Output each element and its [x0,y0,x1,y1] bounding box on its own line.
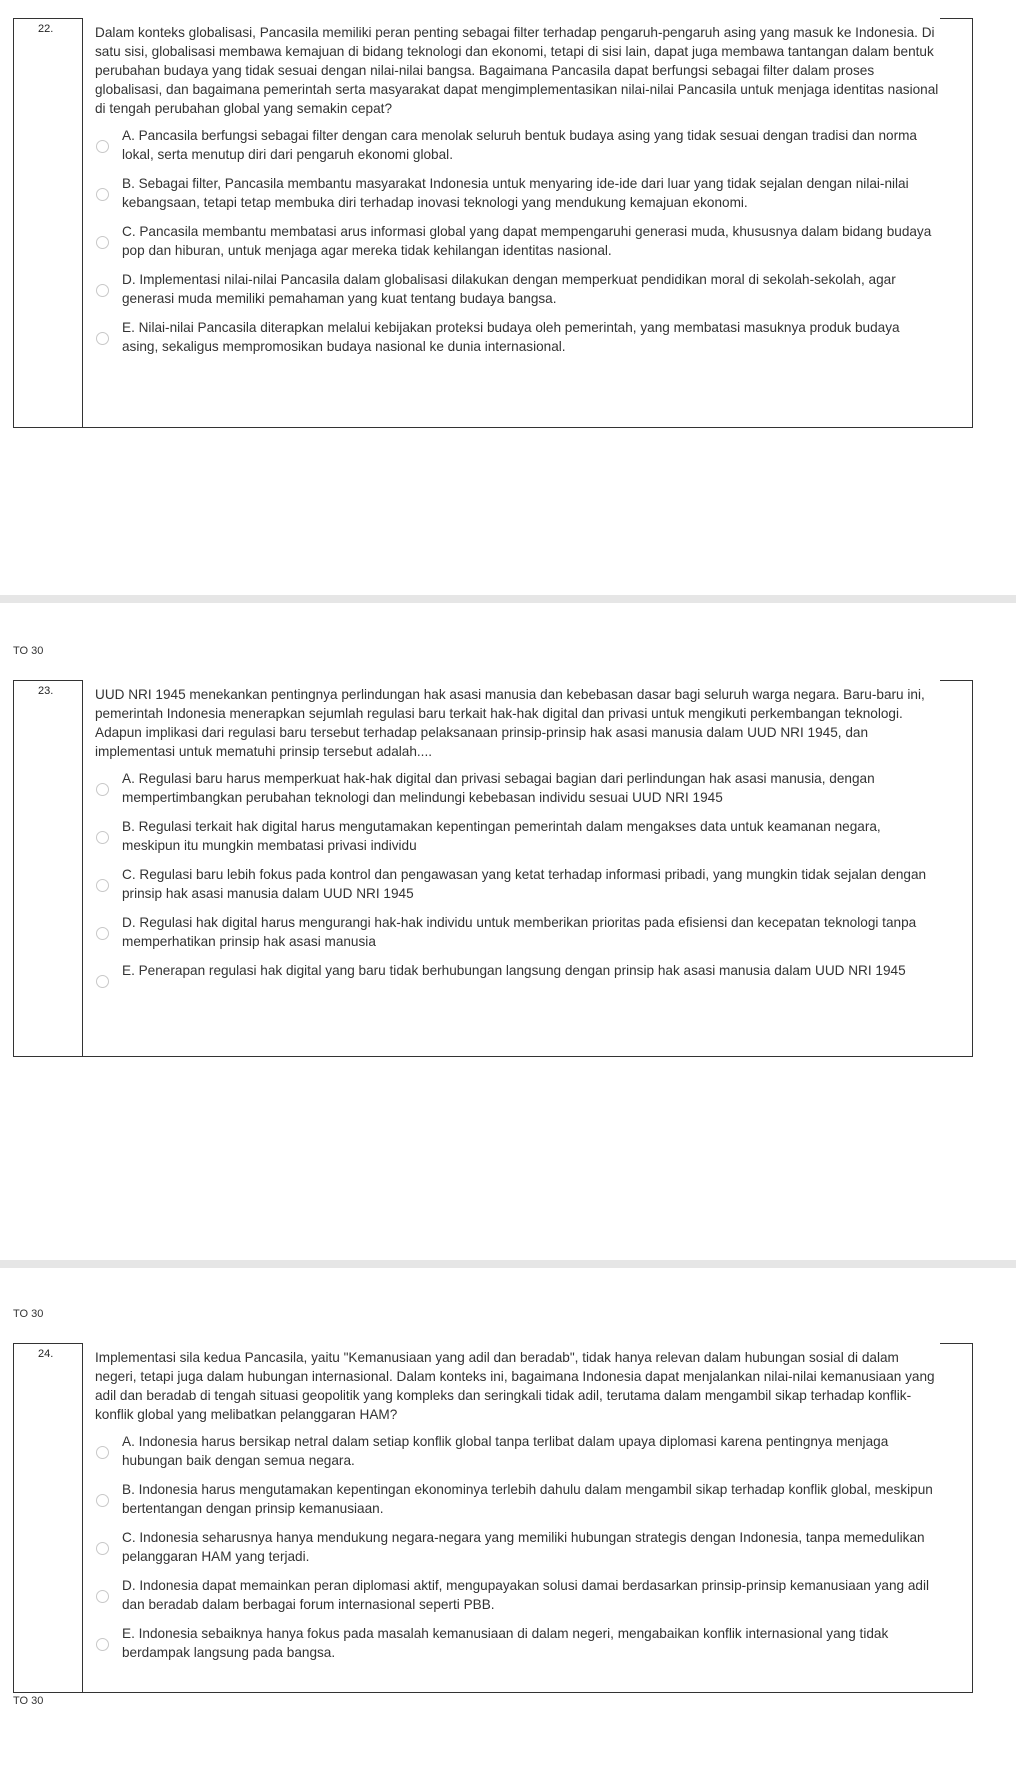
option-label: A. Regulasi baru harus memperkuat hak-hak digital dan privasi sebagai bagian dari perlindungan hak asasi manusia, dengan mempertimbangkan perubahan teknologi dan melindungi kebebasan individu sesuai UUD NRI 1945 [122,771,875,805]
option-d[interactable] [95,913,939,951]
question-text: UUD NRI 1945 menekankan pentingnya perlindungan hak asasi manusia dan kebebasan dasar bagi seluruh warga negara. Baru-baru ini, pemerintah Indonesia menerapkan sejumlah regulasi baru terkait hak-hak digital dan privasi untuk mengikuti perkembangan teknologi. Adapun implikasi dari regulasi baru tersebut terhadap pelaksanaan prinsip-prinsip hak asasi manusia dalam UUD NRI 1945, dan implementasi untuk mematuhi prinsip tersebut adalah.... [95,687,925,759]
option-c[interactable] [95,222,939,260]
option-label: E. Penerapan regulasi hak digital yang baru tidak berhubungan langsung dengan prinsip hak asasi manusia dalam UUD NRI 1945 [122,963,906,978]
radio-button[interactable] [96,1590,109,1603]
option-label: D. Indonesia dapat memainkan peran diplomasi aktif, mengupayakan solusi damai berdasarkan prinsip-prinsip kemanusiaan yang adil dan beradab dalam berbagai forum internasional seperti PBB. [122,1578,930,1612]
page-separator [0,1260,1016,1268]
option-label: C. Pancasila membantu membatasi arus informasi global yang dapat mempengaruhi generasi muda, khususnya dalam bidang budaya pop dan hiburan, untuk menjaga agar mereka tidak kehilangan identitas nasional. [122,224,932,258]
question-number: 22. [38,23,54,35]
question-23-box [13,680,973,1057]
option-label: C. Indonesia seharusnya hanya mendukung negara-negara yang memiliki hubungan strategis dengan Indonesia, tanpa memedulikan pelanggaran HAM yang terjadi. [122,1530,925,1564]
question-text: Implementasi sila kedua Pancasila, yaitu "Kemanusiaan yang adil dan beradab", tidak hanya relevan dalam hubungan sosial di dalam negeri, tetapi juga dalam hubungan internasional. Dalam konteks ini, bagaimana Indonesia dapat menjalankan nilai-nilai kemanusiaan yang adil dan beradab di tengah situasi geopolitik yang kompleks dan seringkali tidak adil, terutama dalam mengambil sikap terhadap konflik-konflik global yang melibatkan pelanggaran HAM? [95,1350,935,1422]
radio-button[interactable] [96,1494,109,1507]
option-label: B. Indonesia harus mengutamakan kepentingan ekonominya terlebih dahulu dalam mengambil sikap terhadap konflik global, meskipun bertentangan dengan prinsip kemanusiaan. [122,1482,933,1516]
question-number-column [14,1343,83,1692]
question-number-column [14,18,83,427]
option-label: A. Pancasila berfungsi sebagai filter dengan cara menolak seluruh bentuk budaya asing yang tidak sesuai dengan tradisi dan norma lokal, serta menutup diri dari pengaruh ekonomi global. [122,128,917,162]
radio-button[interactable] [96,284,109,297]
option-e[interactable] [95,1624,939,1662]
option-b[interactable] [95,1480,939,1518]
question-number: 23. [38,685,54,697]
option-label: B. Regulasi terkait hak digital harus mengutamakan kepentingan pemerintah dalam mengakses data untuk keamanan negara, meskipun itu mungkin membatasi privasi individu [122,819,881,853]
radio-button[interactable] [96,783,109,796]
radio-button[interactable] [96,1542,109,1555]
option-label: E. Nilai-nilai Pancasila diterapkan melalui kebijakan proteksi budaya oleh pemerintah, yang membatasi masuknya produk budaya asing, sekaligus mempromosikan budaya nasional ke dunia internasional. [122,320,900,354]
option-a[interactable] [95,1432,939,1470]
question-text: Dalam konteks globalisasi, Pancasila memiliki peran penting sebagai filter terhadap pengaruh-pengaruh asing yang masuk ke Indonesia. Di satu sisi, globalisasi membawa kemajuan di bidang teknologi dan ekonomi, tetapi di sisi lain, dapat juga membawa tantangan dalam bentuk perubahan budaya yang tidak sesuai dengan nilai-nilai bangsa. Bagaimana Pancasila dapat berfungsi sebagai filter dalam proses globalisasi, dan bagaimana pemerintah serta masyarakat dapat mengimplementasikan nilai-nilai Pancasila untuk menjaga identitas nasional di tengah perubahan global yang semakin cepat? [95,25,939,116]
option-label: A. Indonesia harus bersikap netral dalam setiap konflik global tanpa terlibat dalam upaya diplomasi karena pentingnya menjaga hubungan baik dengan semua negara. [122,1434,889,1468]
radio-button[interactable] [96,1638,109,1651]
option-d[interactable] [95,1576,939,1614]
radio-button[interactable] [96,140,109,153]
radio-button[interactable] [96,831,109,844]
radio-button[interactable] [96,927,109,940]
option-c[interactable] [95,1528,939,1566]
question-number-column [14,680,83,1056]
radio-button[interactable] [96,879,109,892]
option-label: E. Indonesia sebaiknya hanya fokus pada masalah kemanusiaan di dalam negeri, mengabaikan konflik internasional yang tidak berdampak langsung pada bangsa. [122,1626,889,1660]
page-separator [0,595,1016,603]
radio-button[interactable] [96,332,109,345]
option-label: D. Regulasi hak digital harus mengurangi hak-hak individu untuk memberikan prioritas pada efisiensi dan kecepatan teknologi tanpa memperhatikan prinsip hak asasi manusia [122,915,917,949]
question-22-box [13,18,973,428]
option-label: B. Sebagai filter, Pancasila membantu masyarakat Indonesia untuk menyaring ide-ide dari luar yang tidak sejalan dengan nilai-nilai kebangsaan, tetapi tetap membuka diri terhadap inovasi teknologi yang mendukung kemajuan ekonomi. [122,176,909,210]
question-24-box [13,1343,973,1693]
radio-button[interactable] [96,1446,109,1459]
page-label: TO 30 [13,1308,44,1320]
option-d[interactable] [95,270,939,308]
option-e[interactable] [95,961,939,980]
option-b[interactable] [95,817,939,855]
radio-button[interactable] [96,975,109,988]
option-label: D. Implementasi nilai-nilai Pancasila dalam globalisasi dilakukan dengan memperkuat pendidikan moral di sekolah-sekolah, agar generasi muda memiliki pemahaman yang kuat tentang budaya bangsa. [122,272,896,306]
question-number: 24. [38,1348,54,1360]
radio-button[interactable] [96,188,109,201]
option-e[interactable] [95,318,939,356]
page-label: TO 30 [13,1695,44,1707]
radio-button[interactable] [96,236,109,249]
page-label: TO 30 [13,645,44,657]
option-a[interactable] [95,769,939,807]
option-a[interactable] [95,126,939,164]
option-b[interactable] [95,174,939,212]
option-label: C. Regulasi baru lebih fokus pada kontrol dan pengawasan yang ketat terhadap informasi pribadi, yang mungkin tidak sejalan dengan prinsip hak asasi manusia dalam UUD NRI 1945 [122,867,927,901]
option-c[interactable] [95,865,939,903]
